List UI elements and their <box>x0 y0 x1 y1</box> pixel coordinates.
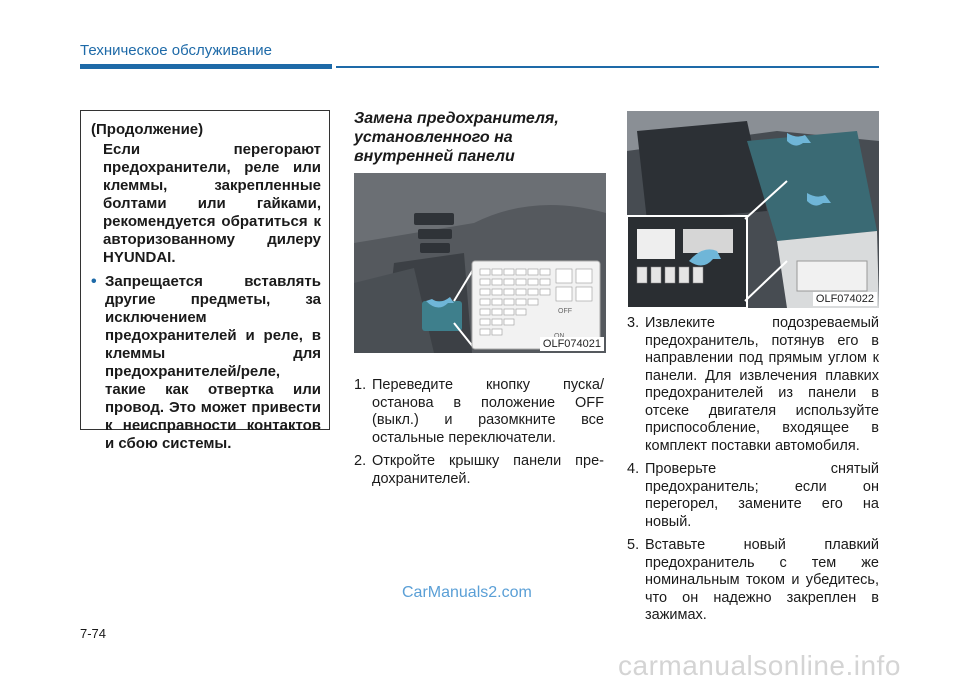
warning-bullet <box>91 273 321 453</box>
step-number: 1. <box>354 377 367 393</box>
step-item <box>354 377 604 447</box>
engine-fuse-box-illustration <box>627 111 879 308</box>
step-text: Извлеките подозреваемый предохранитель, потянув его в направлении под прямым углом к панели. Для извлечения плавких предохранителей из панели в отсеке двигателя используйте приспособление, входящее в комплект поставки автомобиля. <box>645 315 879 454</box>
step-number: 2. <box>354 453 367 469</box>
warning-paragraph: Если перегорают предохранители, реле или клеммы, закрепленные болтами или гайками, рекомендуется обратиться к авторизованному дилеру HYUNDAI. <box>103 141 321 266</box>
warning-box <box>80 110 330 452</box>
watermark-link[interactable]: CarManuals2.com <box>402 584 532 601</box>
header-rule-thick <box>80 64 332 69</box>
figure1-code: OLF074021 <box>540 337 604 351</box>
bullet-dot-icon: • <box>91 273 97 290</box>
step-number: 4. <box>627 461 640 477</box>
fuse-panel-off-label: OFF <box>558 308 572 315</box>
step-number: 5. <box>627 537 640 553</box>
step-item <box>627 537 879 625</box>
step-number: 3. <box>627 315 640 331</box>
page-number: 7-74 <box>80 626 107 641</box>
warning-bullet-text: Запрещается вставлять другие предметы, за исключением предохранителей и реле, в клеммы для предохранителей/реле, такие как отвертка или провод. Это может привести к неисправности контактов и сбою системы. <box>105 273 321 452</box>
step-item <box>627 315 879 455</box>
figure2-code: OLF074022 <box>813 292 877 306</box>
watermark-footer: carmanualsonline.info <box>618 650 901 681</box>
steps-left-list <box>354 377 604 494</box>
step-item <box>627 461 879 531</box>
engine-fuse-box-photo <box>627 111 879 308</box>
section-title: Замена предохранителя, установленного на внутренней панели <box>354 110 559 165</box>
step-text: Проверьте снятый предохранитель; если он перегорел, замените его на новый. <box>645 461 879 530</box>
interior-fuse-panel-illustration <box>354 173 606 353</box>
section-header-title: Техническое обслуживание <box>80 42 272 59</box>
interior-fuse-panel-photo <box>354 173 606 353</box>
step-text: Откройте крышку панели пре-дохранителей. <box>372 453 604 487</box>
warning-heading: (Продолжение) <box>91 121 204 138</box>
step-text: Вставьте новый плавкий предохранитель с тем же номинальным током и убедитесь, что он надежно закреплен в зажимах. <box>645 537 879 623</box>
steps-right-list <box>627 315 879 631</box>
header-rule-thin <box>336 66 879 68</box>
step-text: Переведите кнопку пуска/останова в положение OFF (выкл.) и разомкните все остальные переключатели. <box>372 377 604 446</box>
step-item <box>354 453 604 488</box>
